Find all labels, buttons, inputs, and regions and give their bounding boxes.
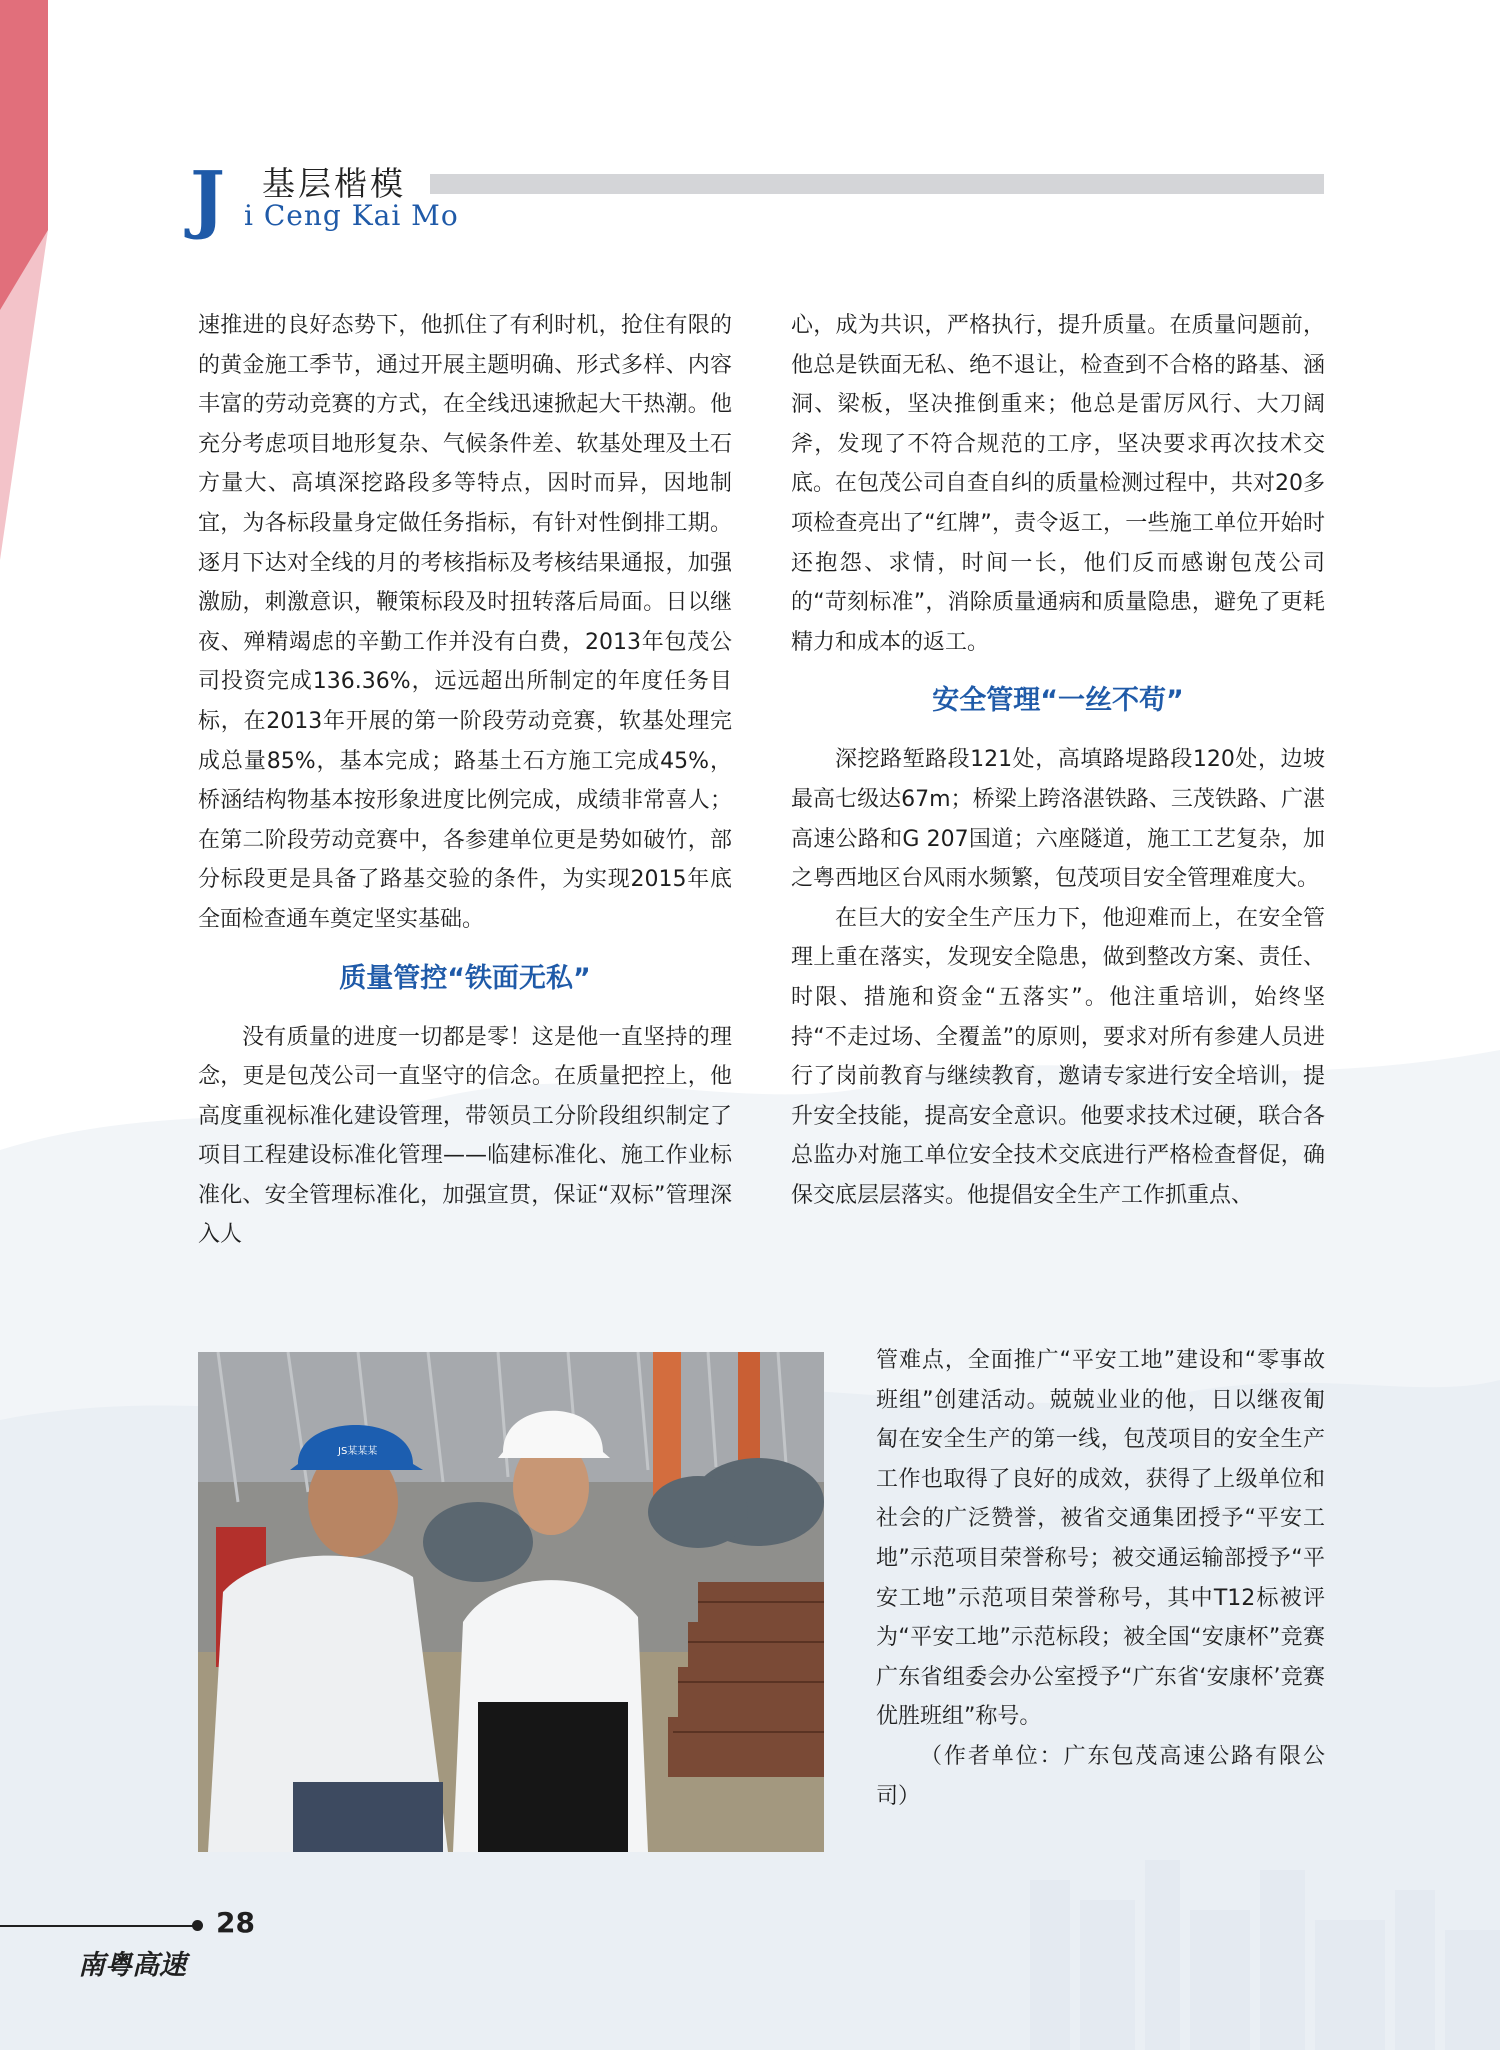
footer-rule (0, 1925, 198, 1927)
paragraph: 心，成为共识，严格执行，提升质量。在质量问题前，他总是铁面无私、绝不退让，检查到不合格的路基、涵洞、梁板，坚决推倒重来；他总是雷厉风行、大刀阔斧，发现了不符合规范的工序，坚决要求再次技术交底。在包茂公司自查自纠的质量检测过程中，共对20多项检查亮出了“红牌”，责令返工，一些施工单位开始时还抱怨、求情，时间一长，他们反而感谢包茂公司的“苛刻标准”，消除质量通病和质量隐患，避免了更耗精力和成本的返工。 (791, 313, 1325, 655)
subheading-quality: 质量管控“铁面无私” (339, 962, 591, 994)
svg-text:南粤高速: 南粤高速 (78, 1950, 186, 1981)
section-header-bar (430, 174, 1324, 194)
subheading-safety: 安全管理“一丝不苟” (932, 685, 1184, 717)
svg-text:JS某某某: JS某某某 (338, 1446, 378, 1457)
article-photo (198, 1352, 824, 1852)
author-affiliation: （作者单位：广东包茂高速公路有限公司） (876, 1743, 1325, 1809)
section-letter: J (190, 156, 226, 242)
section-title: 基层楷模 (262, 164, 406, 203)
right-column (791, 306, 1325, 1215)
page-number: 28 (216, 1906, 255, 1939)
paragraph: 管难点，全面推广“平安工地”建设和“零事故班组”创建活动。兢兢业业的他，日以继夜匍匐在安全生产的第一线，包茂项目的安全生产工作也取得了良好的成效，获得了上级单位和社会的广泛赞誉，被省交通集团授予“平安工地”示范项目荣誉称号；被交通运输部授予“平安工地”示范项目荣誉称号，其中T12标被评为“平安工地”示范标段；被全国“安康杯”竞赛广东省组委会办公室授予“广东省‘安康杯’竞赛优胜班组”称号。 (876, 1348, 1325, 1730)
footer-dot (192, 1920, 203, 1931)
section-subtitle: i Ceng Kai Mo (244, 199, 459, 232)
right-column-continued (876, 1341, 1325, 1816)
paragraph: 在巨大的安全生产压力下，他迎难而上，在安全管理上重在落实，发现安全隐患，做到整改方案、责任、时限、措施和资金“五落实”。他注重培训，始终坚持“不走过场、全覆盖”的原则，要求对所有参建人员进行了岗前教育与继续教育，邀请专家进行安全培训，提升安全技能，提高安全意识。他要求技术过硬，联合各总监办对施工单位安全技术交底进行严格检查督促，确保交底层层落实。他提倡安全生产工作抓重点、 (791, 905, 1325, 1208)
paragraph: 深挖路堑路段121处，高填路堤路段120处，边坡最高七级达67m；桥梁上跨洛湛铁路、三茂铁路、广湛高速公路和G 207国道；六座隧道，施工工艺复杂，加之粤西地区台风雨水频繁，包茂项目安全管理难度大。 (791, 747, 1325, 892)
paragraph: 速推进的良好态势下，他抓住了有利时机，抢住有限的的黄金施工季节，通过开展主题明确、形式多样、内容丰富的劳动竞赛的方式，在全线迅速掀起大干热潮。他充分考虑项目地形复杂、气候条件差、软基处理及土石方量大、高填深挖路段多等特点，因时而异，因地制宜，为各标段量身定做任务指标，有针对性倒排工期。逐月下达对全线的月的考核指标及考核结果通报，加强激励，刺激意识，鞭策标段及时扭转落后局面。日以继夜、殚精竭虑的辛勤工作并没有白费，2013年包茂公司投资完成136.36%，远远超出所制定的年度任务目标，在2013年开展的第一阶段劳动竞赛，软基处理完成总量85%，基本完成；路基土石方施工完成45%，桥涵结构物基本按形象进度比例完成，成绩非常喜人；在第二阶段劳动竞赛中，各参建单位更是势如破竹，部分标段更是具备了路基交验的条件，为实现2015年底全面检查通车奠定坚实基础。 (198, 313, 732, 932)
left-column (198, 306, 732, 1255)
paragraph: 没有质量的进度一切都是零！这是他一直坚持的理念，更是包茂公司一直坚守的信念。在质量把控上，他高度重视标准化建设管理，带领员工分阶段组织制定了项目工程建设标准化管理——临建标准化、施工作业标准化、安全管理标准化，加强宣贯，保证“双标”管理深入人 (198, 1024, 732, 1248)
magazine-logo (76, 1938, 191, 1986)
